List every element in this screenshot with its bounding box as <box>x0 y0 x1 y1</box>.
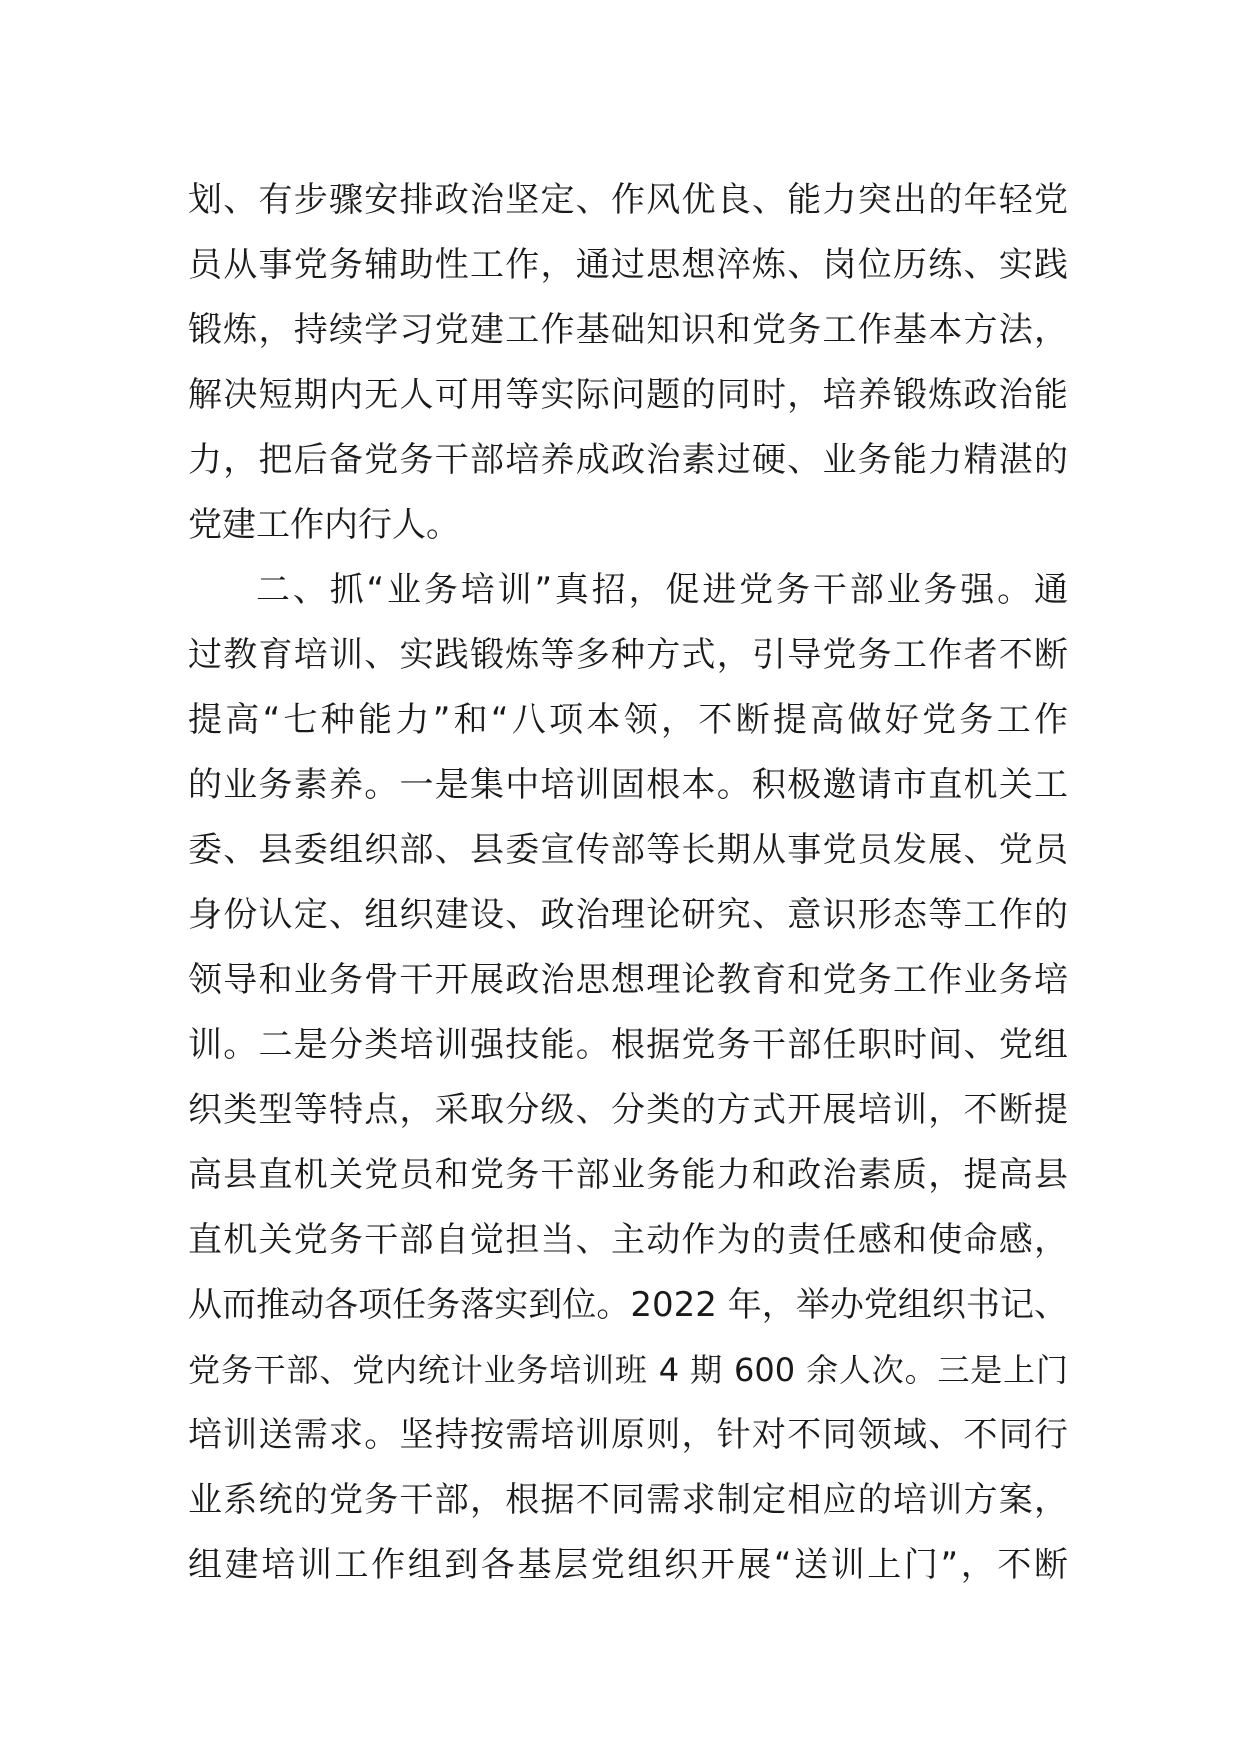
text-line: 员从事党务辅助性工作，通过思想淬炼、岗位历练、实践 <box>188 245 1068 285</box>
text-line: 委、县委组织部、县委宣传部等长期从事党员发展、党员 <box>188 830 1068 870</box>
text-line: 党务干部、党内统计业务培训班 4 期 600 余人次。三是上门 <box>188 1351 1068 1389</box>
text-line: 组建培训工作组到各基层党组织开展“送训上门”，不断 <box>188 1545 1068 1585</box>
text-line: 训。二是分类培训强技能。根据党务干部任职时间、党组 <box>188 1025 1068 1065</box>
text-line: 解决短期内无人可用等实际问题的同时，培养锻炼政治能 <box>188 375 1068 415</box>
text-line: 的业务素养。一是集中培训固根本。积极邀请市直机关工 <box>188 765 1068 805</box>
text-line: 织类型等特点，采取分级、分类的方式开展培训，不断提 <box>188 1090 1068 1130</box>
text-line: 划、有步骤安排政治坚定、作风优良、能力突出的年轻党 <box>188 180 1068 220</box>
text-line: 从而推动各项任务落实到位。2022 年，举办党组织书记、 <box>188 1285 1068 1325</box>
text-line: 高县直机关党员和党务干部业务能力和政治素质，提高县 <box>188 1155 1068 1195</box>
text-line: 锻炼，持续学习党建工作基础知识和党务工作基本方法， <box>188 310 1068 350</box>
text-line: 提高“七种能力”和“八项本领，不断提高做好党务工作 <box>188 700 1068 740</box>
text-line: 过教育培训、实践锻炼等多种方式，引导党务工作者不断 <box>188 635 1068 675</box>
text-line: 身份认定、组织建设、政治理论研究、意识形态等工作的 <box>188 895 1068 935</box>
text-line: 力，把后备党务干部培养成政治素过硬、业务能力精湛的 <box>188 440 1068 480</box>
section-heading-line: 二、抓“业务培训”真招，促进党务干部业务强。通 <box>256 570 1068 610</box>
text-line: 领导和业务骨干开展政治思想理论教育和党务工作业务培 <box>188 960 1068 1000</box>
body-text <box>188 168 1068 1598</box>
text-line: 党建工作内行人。 <box>188 505 460 545</box>
text-line: 业系统的党务干部，根据不同需求制定相应的培训方案， <box>188 1480 1068 1520</box>
text-line: 直机关党务干部自觉担当、主动作为的责任感和使命感， <box>188 1220 1068 1260</box>
text-line: 培训送需求。坚持按需培训原则，针对不同领域、不同行 <box>188 1415 1068 1455</box>
